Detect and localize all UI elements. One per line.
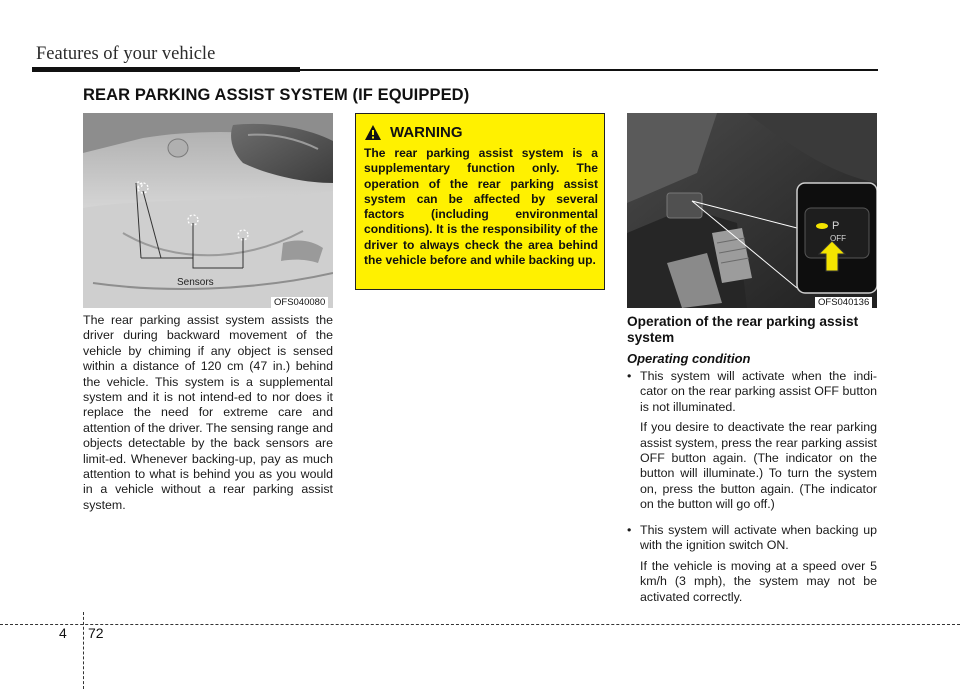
bullet-dot: • [627,523,632,537]
warning-text: The rear parking assist system is a supplementary function only. The operation of the rear parking assist system can be affected by several factors (including environmental conditions). It is the responsibility of the driver to always check the area behind the vehicle before and while backing up. [364,146,598,268]
page-number: 72 [88,625,104,641]
warning-triangle-icon [364,124,382,141]
bullet-item [627,523,877,605]
warning-title: WARNING [390,123,463,141]
bullet-text: This system will activate when backing up with the ignition switch ON. [640,523,877,553]
chapter-number: 4 [59,625,67,641]
button-p-text: P [832,220,840,232]
header-rule-thin [300,69,878,71]
section-title: REAR PARKING ASSIST SYSTEM (IF EQUIPPED) [83,86,470,104]
warning-header [364,121,463,143]
sensors-label: Sensors [177,277,214,288]
bullet-dot: • [627,369,632,383]
header-rule-thick [32,67,300,72]
figure-code-right: OFS040136 [815,297,872,308]
bullet-followup: If the vehicle is moving at a speed over 5 km/h (3 mph), the system may not be activated correctly. [640,558,877,604]
operating-condition-heading: Operating condition [627,351,751,366]
bullet-followup: If you desire to deactivate the rear parking assist system, press the rear parking assist OFF button again. (The indicator on the button will illuminate.) To turn the system on, press the button again. (The indicator on the button will go off.) [640,420,877,512]
figure-code-left: OFS040080 [271,297,328,308]
dashboard-illustration [627,113,877,308]
intro-paragraph: The rear parking assist system assists the driver during backward movement of the vehicle by chiming if any object is sensed within a distance of 120 cm (47 in.) behind the vehicle. This system is a supplemental system and it is not intend-ed to nor does it replace the need for extreme care and attention of the driver. The sensing range and objects detectable by the back sensors are limit-ed. Whenever backing-up, pay as much attention to what is behind you as you would in a vehicle without a rear parking assist system. [83,313,333,512]
bullet-item [627,369,877,513]
bullet-text: This system will activate when the indi-cator on the rear parking assist OFF button is not illuminated. [640,369,877,414]
button-off-text: OFF [830,234,846,243]
operation-subheading: Operation of the rear parking assist system [627,314,859,345]
chapter-title: Features of your vehicle [36,44,216,64]
footer-dashed-rule [0,624,960,625]
dashboard-button-figure [627,113,877,308]
footer-vertical-rule [83,612,84,689]
